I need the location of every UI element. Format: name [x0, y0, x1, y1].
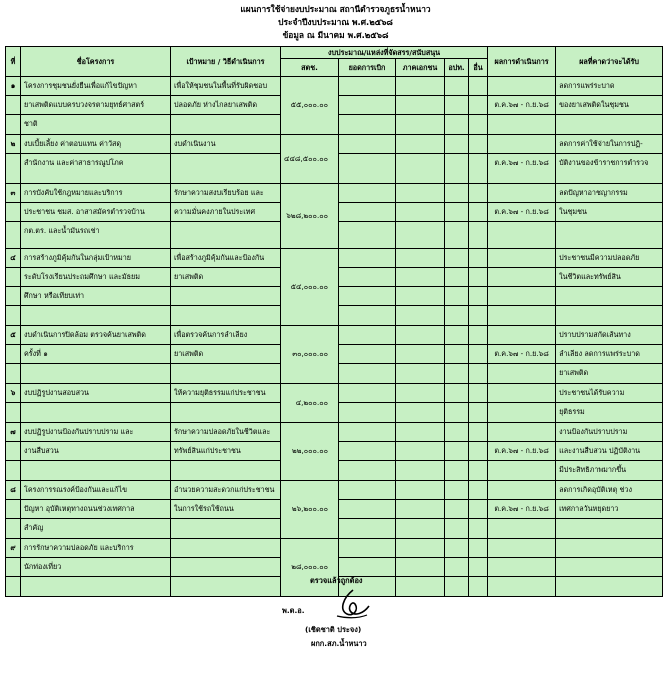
- expected-result-line: งานป้องกันปราบปราม: [556, 423, 662, 442]
- disbursed-cell: [339, 184, 396, 249]
- project-name-line: งบปฏิรูปงานป้องกันปราบปราม และ: [21, 423, 170, 442]
- project-name: [21, 326, 171, 384]
- goal-method-line: รักษาความปลอดภัยในชีวิตและ: [171, 423, 280, 442]
- expected-result: [556, 135, 663, 184]
- project-name: [21, 77, 171, 135]
- expected-result-line: ลดการค่าใช้จ่ายในการปฏิ-: [556, 135, 662, 154]
- operation-period: [488, 77, 556, 135]
- goal-method-line: [171, 539, 280, 558]
- project-name-line: การสร้างภูมิคุ้มกันในกลุ่มเป้าหมาย: [21, 249, 170, 268]
- goal-method-line: ปลอดภัย ห่างไกลยาเสพติด: [171, 96, 280, 115]
- goal-method-line: [171, 154, 280, 173]
- expected-result-line: [556, 539, 662, 558]
- data-as-of: ข้อมูล ณ มีนาคม พ.ศ.๒๕๖๘: [282, 30, 389, 41]
- row-number-value: ๘: [6, 481, 20, 500]
- row-number: [6, 423, 21, 481]
- row-number-value: ๑: [6, 77, 20, 96]
- expected-result-line: ในชีวิตและทรัพย์สิน: [556, 268, 662, 287]
- goal-method: [171, 423, 281, 481]
- expected-result-line: [556, 115, 662, 134]
- table-row: [6, 184, 663, 249]
- goal-method-line: [171, 403, 280, 422]
- goal-method-line: [171, 519, 280, 538]
- goal-method-line: อำนวยความสะดวกแก่ประชาชน: [171, 481, 280, 500]
- row-number: [6, 539, 21, 597]
- operation-period: [488, 326, 556, 384]
- police-budget-amount: ๒๒,๐๐๐.๐๐: [281, 423, 339, 481]
- operation-period-line: [488, 481, 555, 500]
- goal-method-line: งบดำเนินงาน: [171, 135, 280, 154]
- table-row: [6, 326, 663, 384]
- expected-result-line: ปราบปรามสกัดเส้นทาง: [556, 326, 662, 345]
- expected-result-line: [556, 519, 662, 538]
- project-name: [21, 249, 171, 326]
- expected-result-line: เทศกาลวันหยุดยาว: [556, 500, 662, 519]
- goal-method: [171, 249, 281, 326]
- budget-plan-table: [5, 46, 663, 597]
- project-name-line: ชาติ: [24, 119, 38, 128]
- expected-result-line: ลดปัญหาอาชญากรรม: [556, 184, 662, 203]
- local-admin-cell: [445, 249, 469, 326]
- verified-label: ตรวจแล้วถูกต้อง: [310, 576, 363, 585]
- col-header-no: ที่: [6, 47, 21, 77]
- goal-method-line: [171, 115, 280, 134]
- police-budget-amount: ๓๐,๐๐๐.๐๐: [281, 326, 339, 384]
- col-header-police-budget: สตช.: [281, 59, 339, 77]
- expected-result-line: ประชาชนมีความปลอดภัย: [556, 249, 662, 268]
- table-row: [6, 249, 663, 326]
- expected-result-line: ลำเลียง ลดการแพร่ระบาด: [556, 345, 662, 364]
- expected-result-line: ยาเสพติด: [559, 368, 589, 377]
- table-row: [6, 481, 663, 539]
- operation-period-line: [488, 306, 555, 325]
- goal-method-line: รักษาความสงบเรียบร้อย และ: [171, 184, 280, 203]
- fiscal-year: ประจำปีงบประมาณ พ.ศ.๒๕๖๘: [278, 17, 393, 28]
- project-name-line: [21, 306, 170, 325]
- expected-result: [556, 77, 663, 135]
- local-admin-cell: [445, 539, 469, 597]
- goal-method: [171, 481, 281, 539]
- other-source-cell: [469, 384, 488, 423]
- document-header: [0, 3, 671, 43]
- project-name-line: [21, 461, 170, 480]
- project-name: [21, 384, 171, 423]
- operation-period-line: [488, 539, 555, 558]
- col-header-project: ชื่อโครงการ: [21, 47, 171, 77]
- other-source-cell: [469, 135, 488, 184]
- signer-position: ผกก.สภ.น้ำหนาว: [311, 639, 367, 648]
- police-budget-amount: ๔,๒๐๐.๐๐: [281, 384, 339, 423]
- operation-period-line: [488, 461, 555, 480]
- operation-period-line: [488, 184, 555, 203]
- expected-result-line: ประชาชนได้รับความ: [556, 384, 662, 403]
- table-row: [6, 384, 663, 423]
- disbursed-cell: [339, 384, 396, 423]
- local-admin-cell: [445, 184, 469, 249]
- table-row: [6, 423, 663, 481]
- police-budget-amount: ๒๘,๐๐๐.๐๐: [281, 539, 339, 597]
- private-sector-cell: [396, 135, 445, 184]
- project-name-line: สำคัญ: [24, 523, 44, 532]
- expected-result: [556, 481, 663, 539]
- col-header-period: ผลการดำเนินการ: [488, 47, 556, 77]
- row-number: [6, 481, 21, 539]
- col-header-local-admin: อปท.: [445, 59, 469, 77]
- operation-period-line: [488, 115, 555, 134]
- expected-result-line: ของยาเสพติดในชุมชน: [556, 96, 662, 115]
- operation-period-line: ต.ค.๖๗ - ก.ย.๖๘: [488, 96, 555, 115]
- project-name-line: ศึกษา หรือเทียบเท่า: [21, 287, 170, 306]
- goal-method: [171, 135, 281, 184]
- project-name: [21, 423, 171, 481]
- project-name-line: โครงการรณรงค์ป้องกันและแก้ไข: [21, 481, 170, 500]
- operation-period-line: ต.ค.๖๗ - ก.ย.๖๘: [488, 442, 555, 461]
- local-admin-cell: [445, 326, 469, 384]
- expected-result-line: [556, 222, 662, 241]
- project-name: [21, 481, 171, 539]
- goal-method-line: [171, 558, 280, 577]
- goal-method-line: ยาเสพติด: [171, 345, 280, 364]
- goal-method: [171, 384, 281, 423]
- goal-method-line: [171, 306, 280, 325]
- col-header-disbursed: ยอดการเบิก: [339, 59, 396, 77]
- goal-method: [171, 77, 281, 135]
- other-source-cell: [469, 326, 488, 384]
- operation-period-line: [488, 77, 555, 96]
- goal-method: [171, 326, 281, 384]
- row-number-value: ๙: [6, 539, 20, 558]
- private-sector-cell: [396, 481, 445, 539]
- other-source-cell: [469, 249, 488, 326]
- signer-name: (เชิดชาติ ประจง): [305, 625, 362, 634]
- project-name-line: งานสืบสวน: [21, 442, 170, 461]
- goal-method-line: [171, 577, 280, 596]
- project-name-line: ระดับโรงเรียนประถมศึกษา และมัธยม: [21, 268, 170, 287]
- operation-period-line: [488, 364, 555, 383]
- row-number: [6, 77, 21, 135]
- disbursed-cell: [339, 249, 396, 326]
- project-name-line: [21, 577, 170, 596]
- row-number-value: ๔: [6, 249, 20, 268]
- operation-period-line: ต.ค.๖๗ - ก.ย.๖๘: [494, 158, 549, 167]
- operation-period-line: [488, 268, 555, 287]
- project-name: [21, 539, 171, 597]
- operation-period-line: ต.ค.๖๗ - ก.ย.๖๘: [488, 203, 555, 222]
- signer-rank: พ.ต.อ.: [282, 606, 305, 615]
- expected-result-line: [556, 287, 662, 306]
- goal-method: [171, 184, 281, 249]
- project-name-line: งบปฏิรูปงานสอบสวน: [21, 384, 170, 403]
- police-budget-amount: ๖๒๘,๒๐๐.๐๐: [281, 184, 339, 249]
- project-name: [21, 184, 171, 249]
- operation-period-line: [488, 384, 555, 403]
- operation-period-line: [488, 577, 555, 596]
- police-budget-amount: ๔๔๘,๕๐๐.๐๐: [281, 135, 339, 184]
- private-sector-cell: [396, 249, 445, 326]
- operation-period-line: [488, 222, 555, 241]
- expected-result-line: [556, 577, 662, 596]
- operation-period-line: [488, 403, 555, 422]
- table-row: [6, 135, 663, 184]
- local-admin-cell: [445, 77, 469, 135]
- operation-period-line: [488, 326, 555, 345]
- disbursed-cell: [339, 326, 396, 384]
- operation-period-line: [488, 249, 555, 268]
- expected-result-line: บัติงานของข้าราชการตำรวจ: [559, 158, 649, 167]
- col-header-budget-group: งบประมาณ/แหล่งที่จัดสรร/สนับสนุน: [281, 47, 488, 59]
- table-row: [6, 77, 663, 135]
- project-name-line: [21, 403, 170, 422]
- expected-result: [556, 539, 663, 597]
- operation-period: [488, 423, 556, 481]
- expected-result-line: [556, 558, 662, 577]
- operation-period-line: ต.ค.๖๗ - ก.ย.๖๘: [488, 345, 555, 364]
- expected-result-line: และงานสืบสวน ปฏิบัติงาน: [556, 442, 662, 461]
- local-admin-cell: [445, 135, 469, 184]
- signature-mark: [333, 588, 373, 622]
- project-name-line: สำนักงาน และค่าสาธารณูปโภค: [24, 158, 124, 167]
- row-number-value: ๓: [6, 184, 20, 203]
- operation-period-line: ต.ค.๖๗ - ก.ย.๖๘: [488, 500, 555, 519]
- private-sector-cell: [396, 384, 445, 423]
- col-header-other: อื่น: [469, 59, 488, 77]
- disbursed-cell: [339, 423, 396, 481]
- project-name-line: นักท่องเที่ยว: [21, 558, 170, 577]
- operation-period: [488, 135, 556, 184]
- project-name-line: ยาเสพติดแบบครบวงจรตามยุทธ์ศาสตร์: [21, 96, 170, 115]
- expected-result: [556, 423, 663, 481]
- local-admin-cell: [445, 423, 469, 481]
- operation-period-line: [488, 558, 555, 577]
- private-sector-cell: [396, 184, 445, 249]
- disbursed-cell: [339, 77, 396, 135]
- goal-method-line: เพื่อให้ชุมชนในพื้นที่รับผิดชอบ: [171, 77, 280, 96]
- project-name-line: การบังคับใช้กฎหมายและบริการ: [21, 184, 170, 203]
- private-sector-cell: [396, 326, 445, 384]
- project-name-line: กต.ตร. และน้ำมันรถเช่า: [24, 226, 100, 235]
- row-number-value: ๕: [6, 326, 20, 345]
- local-admin-cell: [445, 384, 469, 423]
- document-title: แผนการใช้จ่ายงบประมาณ สถานีตำรวจภูธรน้ำหนาว: [240, 4, 431, 14]
- expected-result: [556, 184, 663, 249]
- police-budget-amount: ๕๕,๐๐๐.๐๐: [281, 77, 339, 135]
- operation-period: [488, 249, 556, 326]
- goal-method-line: [171, 364, 280, 383]
- police-budget-amount: ๕๔,๐๐๐.๐๐: [281, 249, 339, 326]
- project-name-line: ครั้งที่ ๑: [21, 345, 170, 364]
- operation-period-line: [488, 519, 555, 538]
- other-source-cell: [469, 77, 488, 135]
- other-source-cell: [469, 539, 488, 597]
- operation-period: [488, 384, 556, 423]
- goal-method-line: ทรัพย์สินแก่ประชาชน: [171, 442, 280, 461]
- goal-method-line: เพื่อตรวจค้นการลำเลียง: [171, 326, 280, 345]
- row-number-value: ๖: [6, 384, 20, 403]
- expected-result-line: ลดการแพร่ระบาด: [556, 77, 662, 96]
- project-name-line: งบเบี้ยเลี้ยง ค่าตอบแทน ค่าวัสดุ: [21, 135, 170, 154]
- row-number: [6, 384, 21, 423]
- expected-result-line: ยุติธรรม: [559, 407, 585, 416]
- other-source-cell: [469, 184, 488, 249]
- col-header-goal: เป้าหมาย / วิธีดำเนินการ: [171, 47, 281, 77]
- row-number: [6, 326, 21, 384]
- expected-result-line: ลดการเกิดอุบัติเหตุ ช่วง: [556, 481, 662, 500]
- goal-method-line: [171, 461, 280, 480]
- operation-period: [488, 539, 556, 597]
- other-source-cell: [469, 423, 488, 481]
- expected-result: [556, 249, 663, 326]
- row-number: [6, 249, 21, 326]
- project-name-line: [21, 364, 170, 383]
- col-header-result: ผลที่คาดว่าจะได้รับ: [556, 47, 663, 77]
- goal-method-line: ความมั่นคงภายในประเทศ: [171, 203, 280, 222]
- project-name-line: งบดำเนินการปิดล้อม ตรวจค้นยาเสพติด: [21, 326, 170, 345]
- police-budget-amount: ๒๖,๒๐๐.๐๐: [281, 481, 339, 539]
- col-header-private-sector: ภาคเอกชน: [396, 59, 445, 77]
- project-name: [21, 135, 171, 184]
- local-admin-cell: [445, 481, 469, 539]
- expected-result: [556, 384, 663, 423]
- expected-result: [556, 326, 663, 384]
- operation-period: [488, 184, 556, 249]
- private-sector-cell: [396, 77, 445, 135]
- operation-period-line: [488, 423, 555, 442]
- disbursed-cell: [339, 481, 396, 539]
- project-name-line: การรักษาความปลอดภัย และบริการ: [21, 539, 170, 558]
- expected-result-line: [556, 306, 662, 325]
- goal-method-line: เพื่อสร้างภูมิคุ้มกันและป้องกัน: [171, 249, 280, 268]
- goal-method-line: [171, 287, 280, 306]
- row-number-value: ๗: [6, 423, 20, 442]
- row-number: [6, 135, 21, 184]
- goal-method-line: [171, 222, 280, 241]
- project-name-line: ประชาชน ชมส. อาสาสมัครตำรวจบ้าน: [21, 203, 170, 222]
- private-sector-cell: [396, 423, 445, 481]
- row-number: [6, 184, 21, 249]
- expected-result-line: มีประสิทธิภาพมากขึ้น: [559, 465, 627, 474]
- goal-method-line: ในการใช้รถใช้ถนน: [171, 500, 280, 519]
- project-name-line: ปัญหา อุบัติเหตุทางถนนช่วงเทศกาล: [21, 500, 170, 519]
- expected-result-line: ในชุมชน: [556, 203, 662, 222]
- disbursed-cell: [339, 135, 396, 184]
- goal-method: [171, 539, 281, 597]
- project-name-line: โครงการชุมชนยั่งยืนเพื่อแก้ไขปัญหา: [21, 77, 170, 96]
- operation-period-line: [488, 287, 555, 306]
- goal-method-line: ให้ความยุติธรรมแก่ประชาชน: [171, 384, 280, 403]
- operation-period-line: [488, 135, 555, 154]
- operation-period: [488, 481, 556, 539]
- other-source-cell: [469, 481, 488, 539]
- goal-method-line: ยาเสพติด: [171, 268, 280, 287]
- private-sector-cell: [396, 539, 445, 597]
- row-number-value: ๒: [6, 135, 20, 154]
